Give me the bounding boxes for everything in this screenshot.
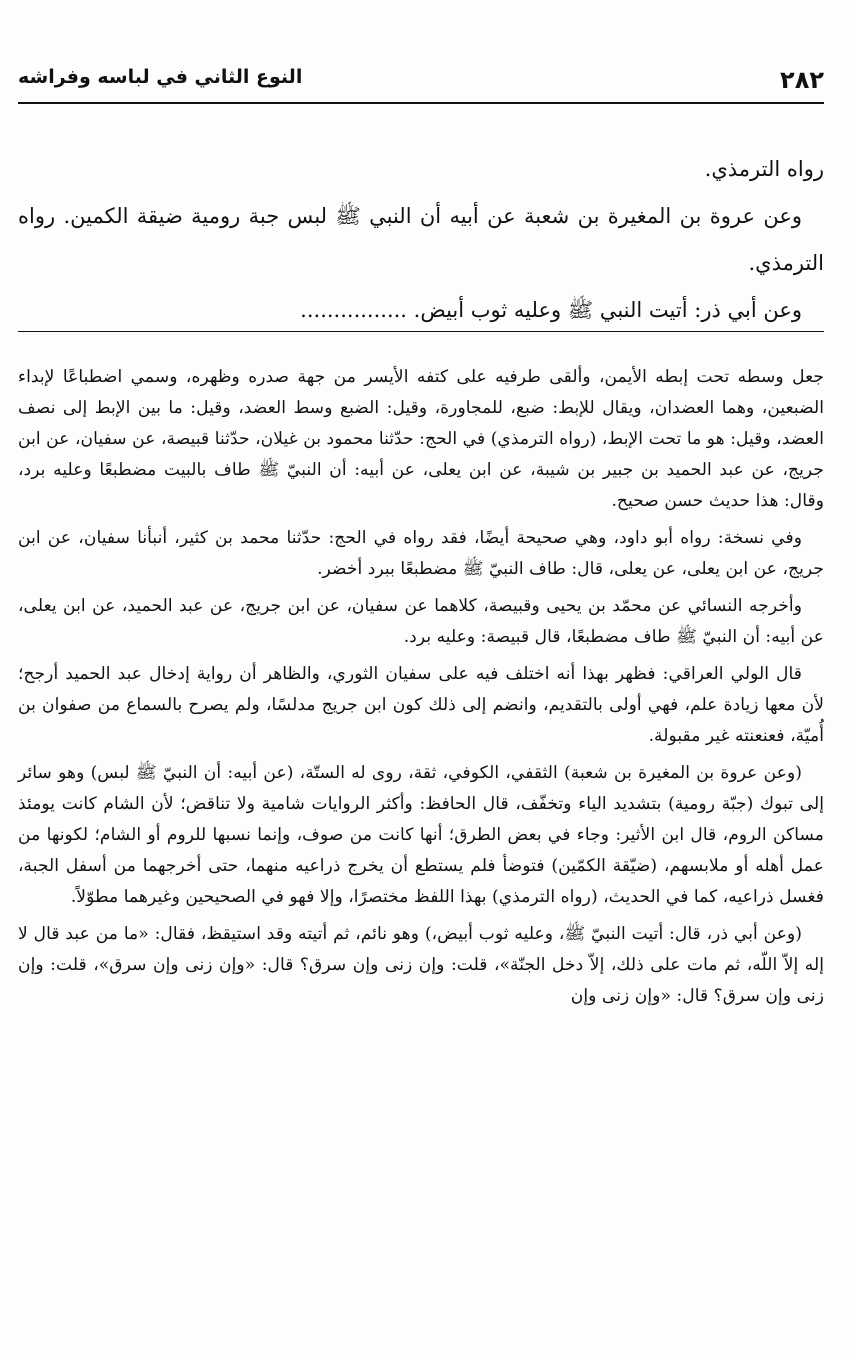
- continuation-dots: ................: [300, 298, 407, 322]
- commentary-block: [18, 362, 824, 1018]
- commentary-paragraph: (وعن عروة بن المغيرة بن شعبة) الثقفي، الكوفي، ثقة، روى له الستّة، (عن أبيه: أن النبيّ ﷺ لبس) وهو سائر إلى تبوك (جبّة رومية) بتشديد الياء وتخفّف، قال الحافظ: وأكثر الروايات شامية ولا تناقض؛ لأن الشام كانت يومئذ مساكن الروم، قال ابن الأثير: وجاء في بعض الطرق؛ أنها كانت من صوف، وإنما نسبها للروم أو الشام؛ لكونها من عمل أهله أو ملابسهم، (ضيّقة الكمّين) فتوضأ فلم يستطع أن يخرج ذراعيه منهما، حتى أخرجهما من أسفل الجبة، فغسل ذراعيه، كما في الحديث، (رواه الترمذي) بهذا اللفظ مختصرًا، وإلا فهو في الصحيحين وغيرهما مطوّلاً.: [18, 763, 824, 907]
- hadith-text: وعن أبي ذر: أتيت النبي ﷺ وعليه ثوب أبيض.: [413, 298, 802, 322]
- running-title: النوع الثاني في لباسه وفراشه: [18, 66, 303, 88]
- hadith-text-block: [18, 146, 824, 334]
- page-header: [18, 62, 824, 104]
- commentary-paragraph: جعل وسطه تحت إبطه الأيمن، وألقى طرفيه على كتفه الأيسر من جهة صدره وظهره، وسمي اضطباعًا لإبداء الضبعين، وهما العضدان، ويقال للإبط: ضبع، للمجاورة، وقيل: الضبع وسط العضد، وقيل: ما بين الإبط إلى نصف العضد، وقيل: هو ما تحت الإبط، (رواه الترمذي) في الحج: حدّثنا محمود بن غيلان، حدّثنا قبيصة، عن سفيان، عن ابن جريج، عن عبد الحميد بن جبير بن شيبة، عن ابن يعلى، عن أبيه: أن النبيّ ﷺ طاف بالبيت مضطبعًا وعليه برد، وقال: هذا حديث حسن صحيح.: [18, 367, 824, 511]
- hadith-paragraph: [18, 287, 824, 334]
- hadith-paragraph: رواه الترمذي.: [704, 157, 824, 181]
- commentary-paragraph: قال الولي العراقي: فظهر بهذا أنه اختلف فيه على سفيان الثوري، والظاهر أن رواية إدخال عبد الحميد أرجح؛ لأن معها زيادة علم، فهي أولى بالتقديم، وانضم إلى ذلك كون ابن جريج مدلسًا، ولم يصرح بالسماع من صفوان بن أُميّة، فعنعنته غير مقبولة.: [18, 664, 824, 746]
- commentary-paragraph: وفي نسخة: رواه أبو داود، وهي صحيحة أيضًا، فقد رواه في الحج: حدّثنا محمد بن كثير، أنبأنا سفيان، عن ابن جريج، عن ابن يعلى، عن يعلى، قال: طاف النبيّ ﷺ مضطبعًا ببرد أخضر.: [18, 528, 824, 579]
- page-number: ٢٨٢: [780, 66, 824, 94]
- commentary-paragraph: (وعن أبي ذر، قال: أتيت النبيّ ﷺ، وعليه ثوب أبيض،) وهو نائم، ثم أتيته وقد استيقظ، فقال: «ما من عبد قال لا إله إلاّ اللّه، ثم مات على ذلك، إلاّ دخل الجنّة»، قلت: وإن زنى وإن سرق؟ قال: «وإن زنى وإن سرق»، قلت: وإن زنى وإن سرق؟ قال: «وإن زنى وإن: [18, 924, 824, 1006]
- section-divider: [18, 331, 824, 332]
- commentary-paragraph: وأخرجه النسائي عن محمّد بن يحيى وقبيصة، كلاهما عن سفيان، عن ابن جريج، عن عبد الحميد، عن ابن يعلى، عن أبيه: أن النبيّ ﷺ طاف مضطبعًا، قال قبيصة: وعليه برد.: [18, 596, 824, 647]
- hadith-paragraph: وعن عروة بن المغيرة بن شعبة عن أبيه أن النبي ﷺ لبس جبة رومية ضيقة الكمين. رواه الترمذي.: [18, 204, 824, 275]
